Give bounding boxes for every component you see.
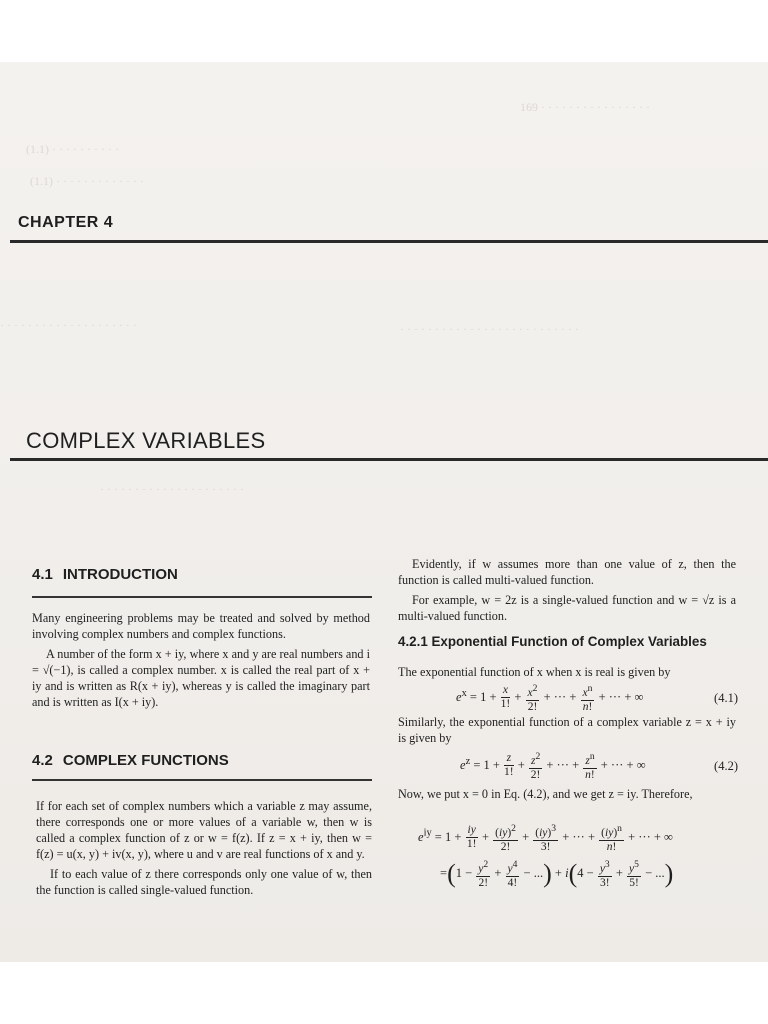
book-page bbox=[0, 62, 768, 962]
bleed-through-text: (1.1) · · · · · · · · · · bbox=[26, 142, 119, 156]
equation-euler-expansion: $e^{iy} = 1$ + $\frac{iy}{1!}$ + $\frac{(iy)^2}{2!}$ + $\frac{(iy)^3}{3!}$ + ··· + $\frac{(iy)^n}{n!}$ + ··· + ∞ bbox=[418, 823, 673, 853]
exp-text bbox=[398, 664, 736, 680]
equation-body: $e^x = 1$ + $\frac{x}{1!}$ + $\frac{x^2}{2!}$ + ··· + $\frac{x^n}{n!}$ + ··· + ∞ bbox=[456, 683, 644, 713]
subsection-heading-4-2-1: 4.2.1 Exponential Function of Complex Variables bbox=[398, 634, 707, 649]
equation-euler-split: =(1 − $\frac{y^2}{2!}$ + $\frac{y^4}{4!}$ − ...) + i(4 − $\frac{y^3}{3!}$ + $\frac{y^5}{5!}$ − ...) bbox=[440, 858, 674, 889]
bleed-through-text: 169 · · · · · · · · · · · · · · · · bbox=[520, 100, 650, 114]
section-rule bbox=[32, 596, 372, 598]
paragraph: If to each value of z there corresponds only one value of w, then the function is called single-valued function. bbox=[36, 867, 372, 897]
complex-functions-text bbox=[36, 798, 372, 898]
equation-4-1 bbox=[456, 682, 740, 716]
section-title: INTRODUCTION bbox=[62, 566, 178, 583]
equation-label: (4.1) bbox=[714, 691, 738, 705]
title-rule bbox=[10, 458, 768, 461]
paragraph: Evidently, if w assumes more than one value of z, then the function is called multi-valued function. bbox=[398, 557, 736, 587]
paragraph: If for each set of complex numbers which a variable z may assume, there corresponds one or more values of a variable w, then w is called a complex function of z or w = f(z). If z = x + iy, then w = f(z) = u(x, y) + iv(x, y), where u and v are real functions of x and y. bbox=[36, 799, 372, 861]
equation-body: $e^z = 1$ + $\frac{z}{1!}$ + $\frac{z^2}{2!}$ + ··· + $\frac{z^n}{n!}$ + ··· + ∞ bbox=[460, 751, 646, 781]
section-number: 4.1 bbox=[32, 566, 53, 583]
paragraph: The exponential function of x when x is real is given by bbox=[398, 665, 671, 679]
bleed-through-text: · · · · · · · · · · · · · · · · · · · · · · · · · · bbox=[400, 322, 579, 336]
chapter-label: CHAPTER 4 bbox=[18, 214, 114, 231]
section-title: COMPLEX FUNCTIONS bbox=[62, 752, 229, 769]
exp-complex-text bbox=[398, 714, 736, 746]
put-x-zero-text bbox=[398, 786, 736, 802]
section-rule bbox=[32, 779, 372, 781]
paragraph: For example, w = 2z is a single-valued function and w = √z is a multi-valued function. bbox=[398, 593, 736, 623]
intro-text bbox=[32, 610, 370, 710]
bleed-through-text: (1.1) · · · · · · · · · · · · · bbox=[30, 174, 144, 188]
equation-label: (4.2) bbox=[714, 759, 738, 773]
equation-4-2 bbox=[460, 750, 740, 784]
bleed-through-text: · · · · · · · · · · · · · · · · · · · · bbox=[0, 318, 137, 332]
section-number: 4.2 bbox=[32, 752, 53, 769]
paragraph: Similarly, the exponential function of a complex variable z = x + iy is given by bbox=[398, 715, 736, 745]
section-heading-4-2 bbox=[32, 752, 229, 769]
section-heading-4-1 bbox=[32, 566, 178, 583]
paragraph: Many engineering problems may be treated and solved by method involving complex numbers and complex functions. bbox=[32, 611, 370, 641]
paragraph: Now, we put x = 0 in Eq. (4.2), and we get z = iy. Therefore, bbox=[398, 787, 693, 801]
chapter-rule bbox=[10, 240, 768, 243]
bleed-through-text: · · · · · · · · · · · · · · · · · · · · · bbox=[100, 482, 244, 496]
paragraph: A number of the form x + iy, where x and y are real numbers and i = √(−1), is called a complex number. x is called the real part of x + iy and is written as R(x + iy), whereas y is called the imaginary part and is written as I(x + iy). bbox=[32, 647, 370, 709]
chapter-title: COMPLEX VARIABLES bbox=[26, 428, 266, 453]
multivalued-text bbox=[398, 556, 736, 624]
